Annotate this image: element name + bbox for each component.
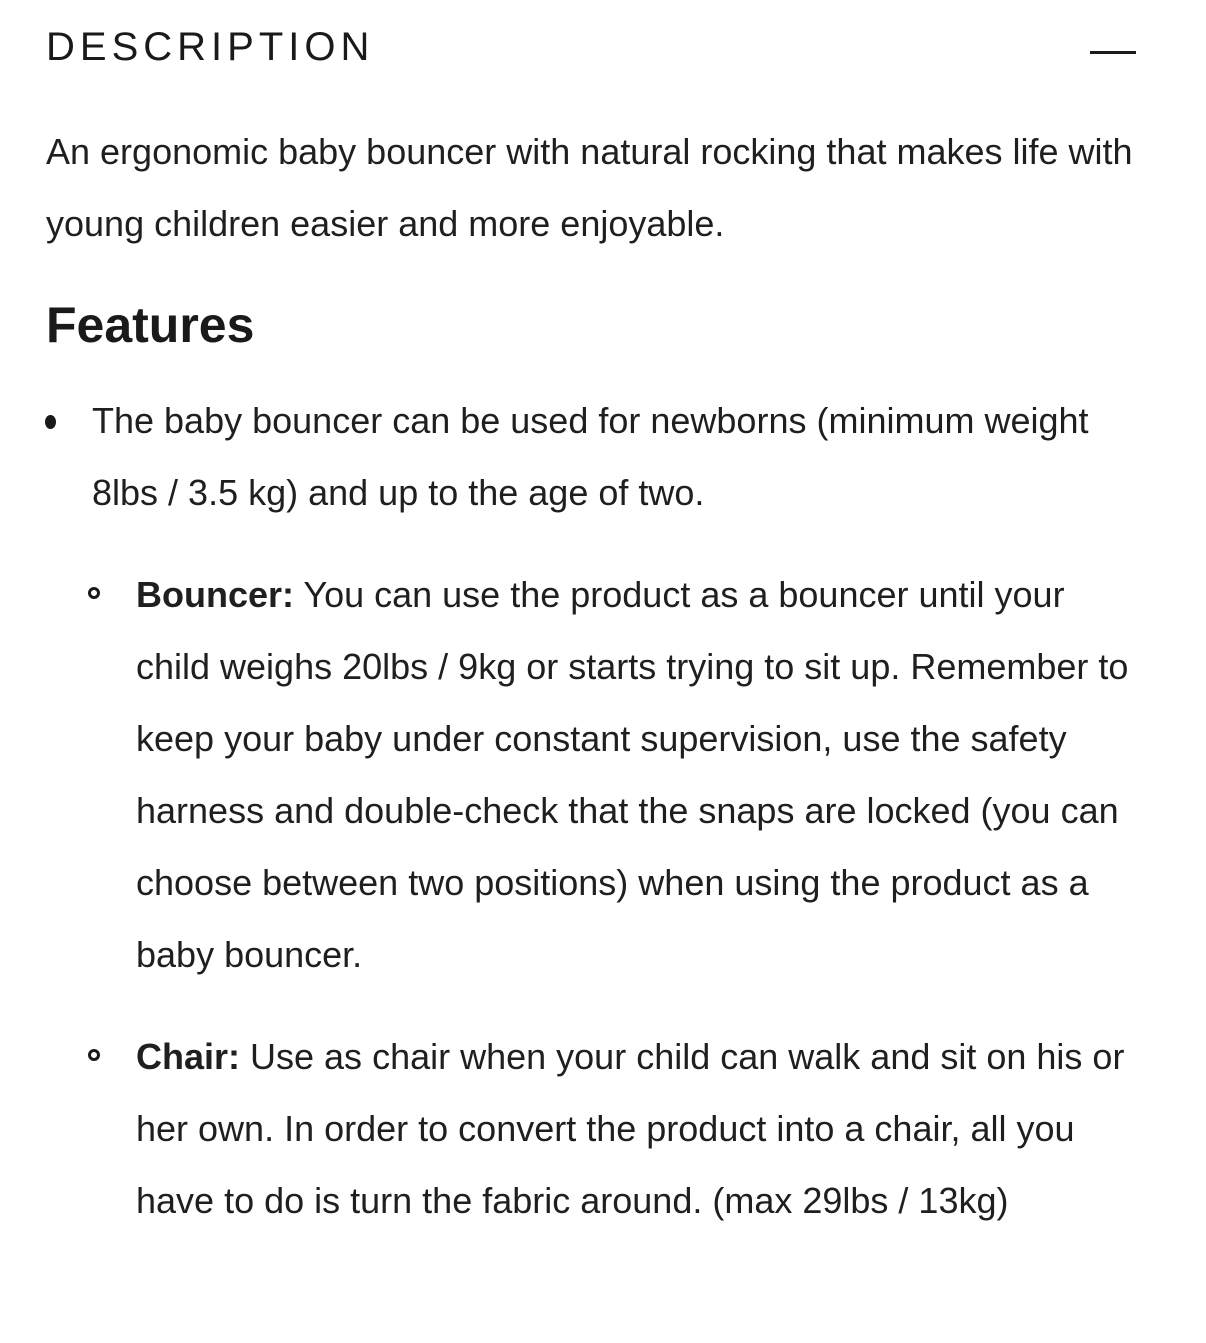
minus-icon[interactable]	[1090, 27, 1136, 67]
feature-list	[0, 385, 1206, 1267]
sub-item-term: Bouncer:	[136, 574, 295, 615]
feature-item	[0, 385, 1129, 1237]
description-intro: An ergonomic baby bouncer with natural rocking that makes life with young children easier and more enjoyable.	[46, 131, 1133, 244]
circle-bullet-icon	[88, 587, 100, 599]
features-heading: Features	[46, 297, 255, 353]
minus-icon-bar	[1090, 51, 1136, 54]
sub-item-chair	[92, 1021, 1146, 1237]
sub-item-text: You can use the product as a bouncer until your child weighs 20lbs / 9kg or starts trying to sit up. Remember to keep your baby under constant supervision, use the safety harness and double-check that the snaps are locked (you can choose between two positions) when using the product as a baby bouncer.	[136, 574, 1129, 975]
sub-item-bouncer	[92, 559, 1146, 991]
description-accordion-header[interactable]	[46, 18, 1136, 76]
feature-text: The baby bouncer can be used for newborns (minimum weight 8lbs / 3.5 kg) and up to the age of two.	[92, 400, 1089, 513]
circle-bullet-icon	[88, 1049, 100, 1061]
bullet-icon	[45, 415, 56, 429]
sub-item-text: Use as chair when your child can walk and sit on his or her own. In order to convert the product into a chair, all you have to do is turn the fabric around. (max 29lbs / 13kg)	[136, 1036, 1125, 1221]
sub-item-term: Chair:	[136, 1036, 241, 1077]
accordion-title: DESCRIPTION	[46, 24, 375, 69]
feature-sub-list	[92, 559, 1129, 1237]
